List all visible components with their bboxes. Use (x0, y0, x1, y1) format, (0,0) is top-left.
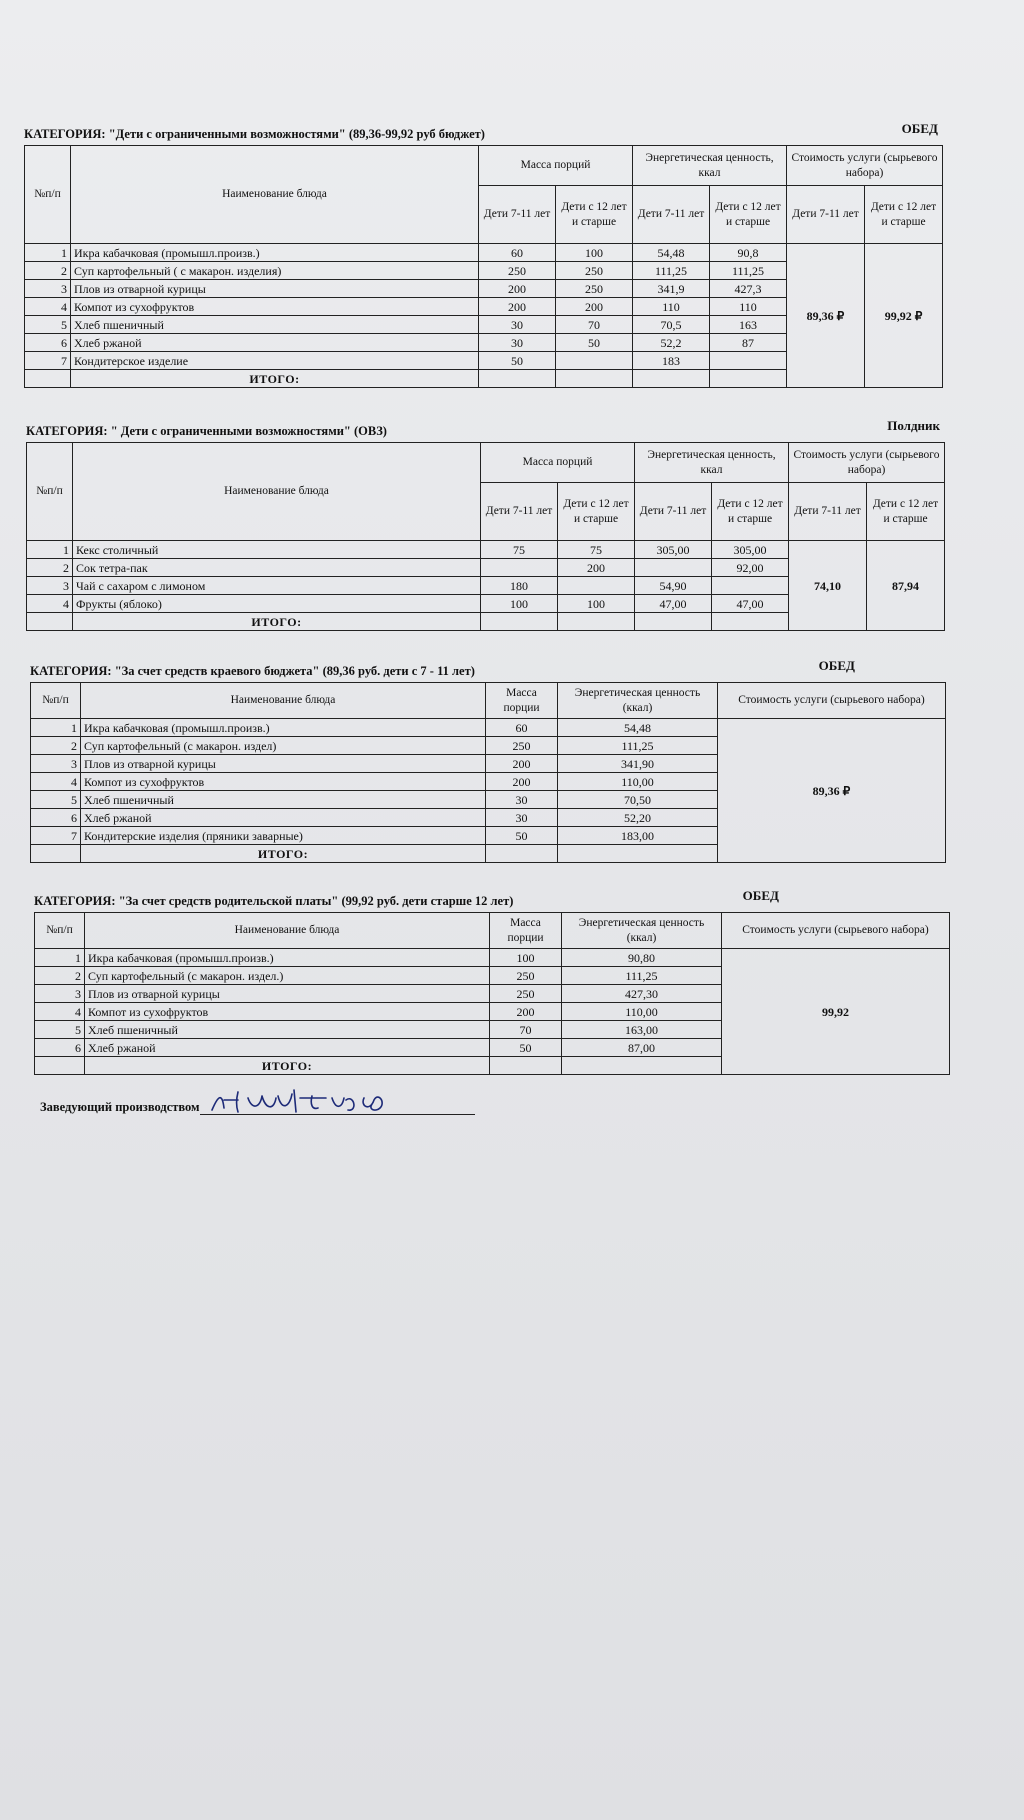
total-label: ИТОГО: (85, 1057, 490, 1075)
col-num-header: №п/п (31, 683, 81, 719)
table-row: 3 Плов из отварной курицы 250 427,30 (35, 985, 950, 1003)
col-energy-header: Энергетическая ценность, ккал (635, 443, 789, 483)
col-energy-header: Энергетическая ценность (ккал) (558, 683, 718, 719)
table-row: 1 Икра кабачковая (промышл.произв.) 60 54,48 89,36 ₽ (31, 719, 946, 737)
section-lunch-disabled (24, 121, 942, 388)
col-mass-header: Масса порции (486, 683, 558, 719)
price-kids-12: 99,92 ₽ (865, 244, 943, 388)
table-row: 1 Икра кабачковая (промышл.произв.) 60 100 54,48 90,8 89,36 ₽ 99,92 ₽ (25, 244, 943, 262)
subcol-kids-12: Дети с 12 лет и старше (710, 186, 787, 244)
menu-table (30, 682, 946, 863)
col-cost-header: Стоимость услуги (сырьевого набора) (718, 683, 946, 719)
table-row: 5 Хлеб пшеничный 70 163,00 (35, 1021, 950, 1039)
subcol-kids-7-11: Дети 7-11 лет (635, 483, 712, 541)
meal-title: Полдник (887, 418, 940, 433)
table-row: 2 Сок тетра-пак 200 92,00 (27, 559, 945, 577)
col-name-header: Наименование блюда (71, 146, 479, 244)
menu-table (34, 912, 950, 1075)
table-row: 7 Кондитерские изделия (пряники заварные) 50 183,00 (31, 827, 946, 845)
subcol-kids-12: Дети с 12 лет и старше (558, 483, 635, 541)
table-row: 5 Хлеб пшеничный 30 70,50 (31, 791, 946, 809)
section-header (24, 121, 942, 145)
category-title: КАТЕГОРИЯ: "За счет средств родительской платы" (99,92 руб. дети старше 12 лет) (34, 894, 514, 908)
table-row: 2 Суп картофельный (с макарон. издел.) 250 111,25 (35, 967, 950, 985)
table-row: 4 Фрукты (яблоко) 100 100 47,00 47,00 (27, 595, 945, 613)
col-cost-header: Стоимость услуги (сырьевого набора) (789, 443, 945, 483)
menu-table (24, 145, 943, 388)
price-kids-7-11: 74,10 (789, 541, 867, 631)
signature-block (40, 1098, 475, 1115)
signature-line (200, 1098, 475, 1115)
table-row: 6 Хлеб ржаной 50 87,00 (35, 1039, 950, 1057)
subcol-kids-12: Дети с 12 лет и старше (712, 483, 789, 541)
subcol-kids-12: Дети с 12 лет и старше (556, 186, 633, 244)
table-row: 1 Кекс столичный 75 75 305,00 305,00 74,10 87,94 (27, 541, 945, 559)
table-row: 3 Плов из отварной курицы 200 250 341,9 427,3 (25, 280, 943, 298)
section-lunch-regional-budget (30, 658, 945, 863)
subcol-kids-7-11: Дети 7-11 лет (479, 186, 556, 244)
section-lunch-parental-fee (34, 888, 949, 1075)
table-row: 2 Суп картофельный ( с макарон. изделия) 250 250 111,25 111,25 (25, 262, 943, 280)
col-energy-header: Энергетическая ценность (ккал) (562, 913, 722, 949)
meal-title: ОБЕД (901, 121, 938, 136)
col-name-header: Наименование блюда (73, 443, 481, 541)
handwritten-signature (208, 1086, 448, 1116)
subcol-kids-7-11: Дети 7-11 лет (633, 186, 710, 244)
col-mass-header: Масса порций (479, 146, 633, 186)
col-num-header: №п/п (35, 913, 85, 949)
subcol-kids-12: Дети с 12 лет и старше (867, 483, 945, 541)
section-header (34, 888, 949, 912)
table-row: 3 Чай с сахаром с лимоном 180 54,90 (27, 577, 945, 595)
table-row: 5 Хлеб пшеничный 30 70 70,5 163 (25, 316, 943, 334)
table-row: 2 Суп картофельный (с макарон. издел) 250 111,25 (31, 737, 946, 755)
section-header (26, 418, 944, 442)
table-row: 7 Кондитерское изделие 50 183 (25, 352, 943, 370)
col-mass-header: Масса порции (490, 913, 562, 949)
section-snack-disabled (26, 418, 944, 631)
table-row: 3 Плов из отварной курицы 200 341,90 (31, 755, 946, 773)
table-row: 4 Компот из сухофруктов 200 200 110 110 (25, 298, 943, 316)
table-row: 6 Хлеб ржаной 30 50 52,2 87 (25, 334, 943, 352)
col-name-header: Наименование блюда (81, 683, 486, 719)
col-num-header: №п/п (27, 443, 73, 541)
signature-label: Заведующий производством (40, 1100, 200, 1114)
category-title: КАТЕГОРИЯ: "За счет средств краевого бюджета" (89,36 руб. дети с 7 - 11 лет) (30, 664, 475, 678)
subcol-kids-7-11: Дети 7-11 лет (789, 483, 867, 541)
price-cell: 99,92 (722, 949, 950, 1075)
subcol-kids-7-11: Дети 7-11 лет (481, 483, 558, 541)
col-energy-header: Энергетическая ценность, ккал (633, 146, 787, 186)
table-row: 4 Компот из сухофруктов 200 110,00 (31, 773, 946, 791)
total-label: ИТОГО: (81, 845, 486, 863)
total-label: ИТОГО: (71, 370, 479, 388)
table-row: 1 Икра кабачковая (промышл.произв.) 100 90,80 99,92 (35, 949, 950, 967)
col-num-header: №п/п (25, 146, 71, 244)
total-label: ИТОГО: (73, 613, 481, 631)
col-mass-header: Масса порций (481, 443, 635, 483)
price-cell: 89,36 ₽ (718, 719, 946, 863)
col-name-header: Наименование блюда (85, 913, 490, 949)
subcol-kids-7-11: Дети 7-11 лет (787, 186, 865, 244)
col-cost-header: Стоимость услуги (сырьевого набора) (722, 913, 950, 949)
category-title: КАТЕГОРИЯ: "Дети с ограниченными возможностями" (89,36-99,92 руб бюджет) (24, 127, 485, 141)
table-row: 4 Компот из сухофруктов 200 110,00 (35, 1003, 950, 1021)
section-header (30, 658, 945, 682)
price-kids-12: 87,94 (867, 541, 945, 631)
meal-title: ОБЕД (818, 658, 855, 673)
table-row: 6 Хлеб ржаной 30 52,20 (31, 809, 946, 827)
subcol-kids-12: Дети с 12 лет и старше (865, 186, 943, 244)
col-cost-header: Стоимость услуги (сырьевого набора) (787, 146, 943, 186)
meal-title: ОБЕД (742, 888, 779, 903)
menu-table (26, 442, 945, 631)
price-kids-7-11: 89,36 ₽ (787, 244, 865, 388)
category-title: КАТЕГОРИЯ: " Дети с ограниченными возможностями" (ОВЗ) (26, 424, 387, 438)
